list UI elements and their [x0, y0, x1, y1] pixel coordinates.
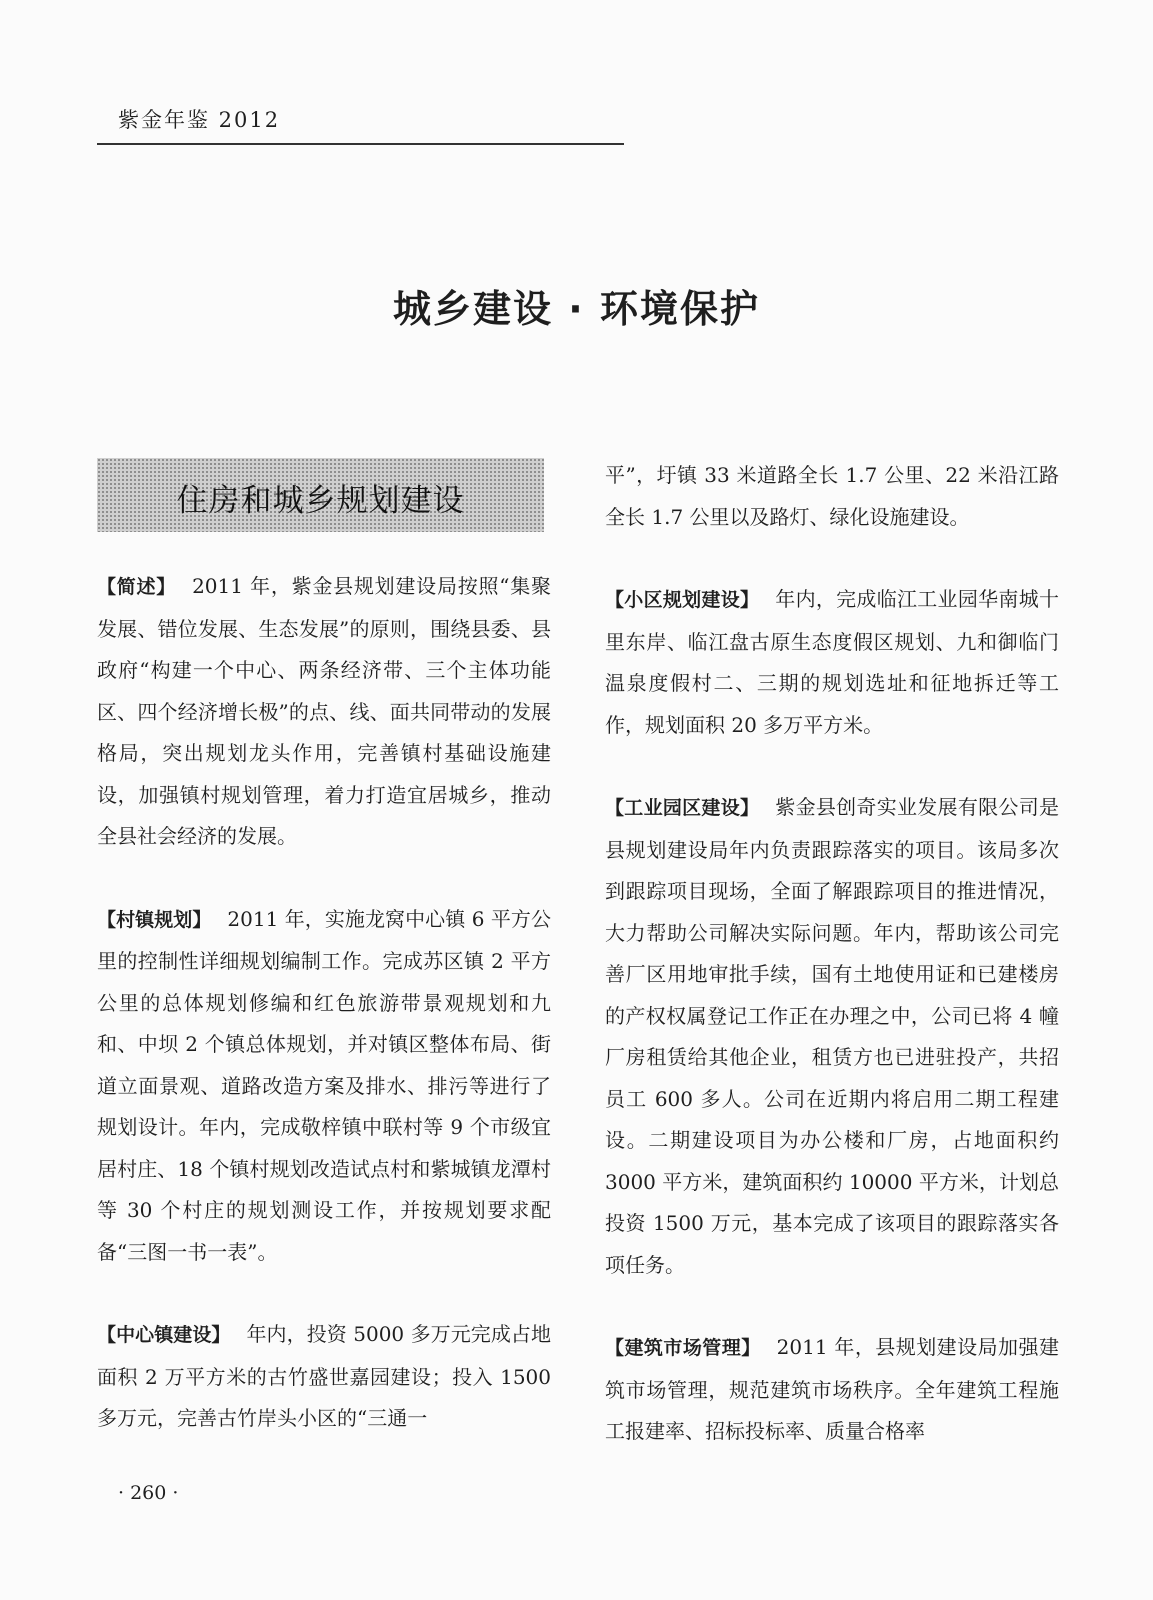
paragraph-text: 紫金县创奇实业发展有限公司是县规划建设局年内负责跟踪落实的项目。该局多次到跟踪项目现场，全面了解跟踪项目的推进情况，大力帮助公司解决实际问题。年内，帮助该公司完善厂区用地审批手续，国有土地使用证和已建楼房的产权权属登记工作正在办理之中，公司已将 4 幢厂房租赁给其他企业，租赁方也已进驻投产，共招员工 600 多人。公司在近期内将启用二期工程建设。二期建设项目为办公楼和厂房，占地面积约 3000 平方米，建筑面积约 10000 平方米，计划总投资 1500 万元，基本完成了该项目的跟踪落实各项任务。: [605, 795, 1059, 1277]
paragraph-heading: 【建筑市场管理】: [605, 1337, 761, 1359]
page-number: · 260 ·: [118, 1482, 179, 1504]
section-title: 住房和城乡规划建设: [176, 483, 465, 519]
header-rule: [97, 143, 624, 145]
paragraph-text: 年内，投资 5000 多万元完成占地面积 2 万平方米的古竹盛世嘉园建设；投入 1500 多万元，完善古竹岸头小区的“三通一: [97, 1322, 551, 1430]
section-title-box: [97, 458, 544, 532]
paragraph-heading: 【中心镇建设】: [97, 1324, 231, 1346]
paragraph-residential-planning: [605, 579, 1059, 746]
paragraph-heading: 【工业园区建设】: [605, 797, 760, 819]
paragraph-text: 年内，完成临江工业园华南城十里东岸、临江盘古原生态度假区规划、九和御临门温泉度假村二、三期的规划选址和征地拆迁等工作，规划面积 20 多万平方米。: [605, 587, 1059, 737]
paragraph-text: 平”，圩镇 33 米道路全长 1.7 公里、22 米沿江路全长 1.7 公里以及路灯、绿化设施建设。: [605, 463, 1059, 529]
paragraph-heading: 【小区规划建设】: [605, 589, 760, 611]
paragraph-central-town: [97, 1314, 551, 1440]
paragraph-heading: 【简述】: [97, 576, 177, 598]
paragraph-industrial-park: [605, 787, 1059, 1286]
paragraph-village-planning: [97, 899, 551, 1274]
right-column: [605, 455, 1059, 1494]
paragraph-text: 2011 年，县规划建设局加强建筑市场管理，规范建筑市场秩序。全年建筑工程施工报建率、招标投标率、质量合格率: [605, 1335, 1059, 1443]
paragraph-market-management: [605, 1327, 1059, 1453]
paragraph-heading: 【村镇规划】: [97, 908, 212, 931]
paragraph-continued: [605, 455, 1059, 538]
running-head: 紫金年鉴 2012: [118, 108, 281, 132]
paragraph-text: 2011 年，紫金县规划建设局按照“集聚发展、错位发展、生态发展”的原则，围绕县委、县政府“构建一个中心、两条经济带、三个主体功能区、四个经济增长极”的点、线、面共同带动的发展格局，突出规划龙头作用，完善镇村基础设施建设，加强镇村规划管理，着力打造宜居城乡，推动全县社会经济的发展。: [97, 574, 551, 848]
paragraph-text: 2011 年，实施龙窝中心镇 6 平方公里的控制性详细规划编制工作。完成苏区镇 2 平方公里的总体规划修编和红色旅游带景观规划和九和、中坝 2 个镇总体规划，并对镇区整体布局、街道立面景观、道路改造方案及排水、排污等进行了规划设计。年内，完成敬梓镇中联村等 9 个市级宜居村庄、18 个镇村规划改造试点村和紫城镇龙潭村等 30 个村庄的规划测设工作，并按规划要求配备“三图一书一表”。: [97, 906, 551, 1264]
left-column: [97, 566, 551, 1481]
chapter-title: 城乡建设 · 环境保护: [393, 287, 760, 331]
paragraph-overview: [97, 566, 551, 858]
